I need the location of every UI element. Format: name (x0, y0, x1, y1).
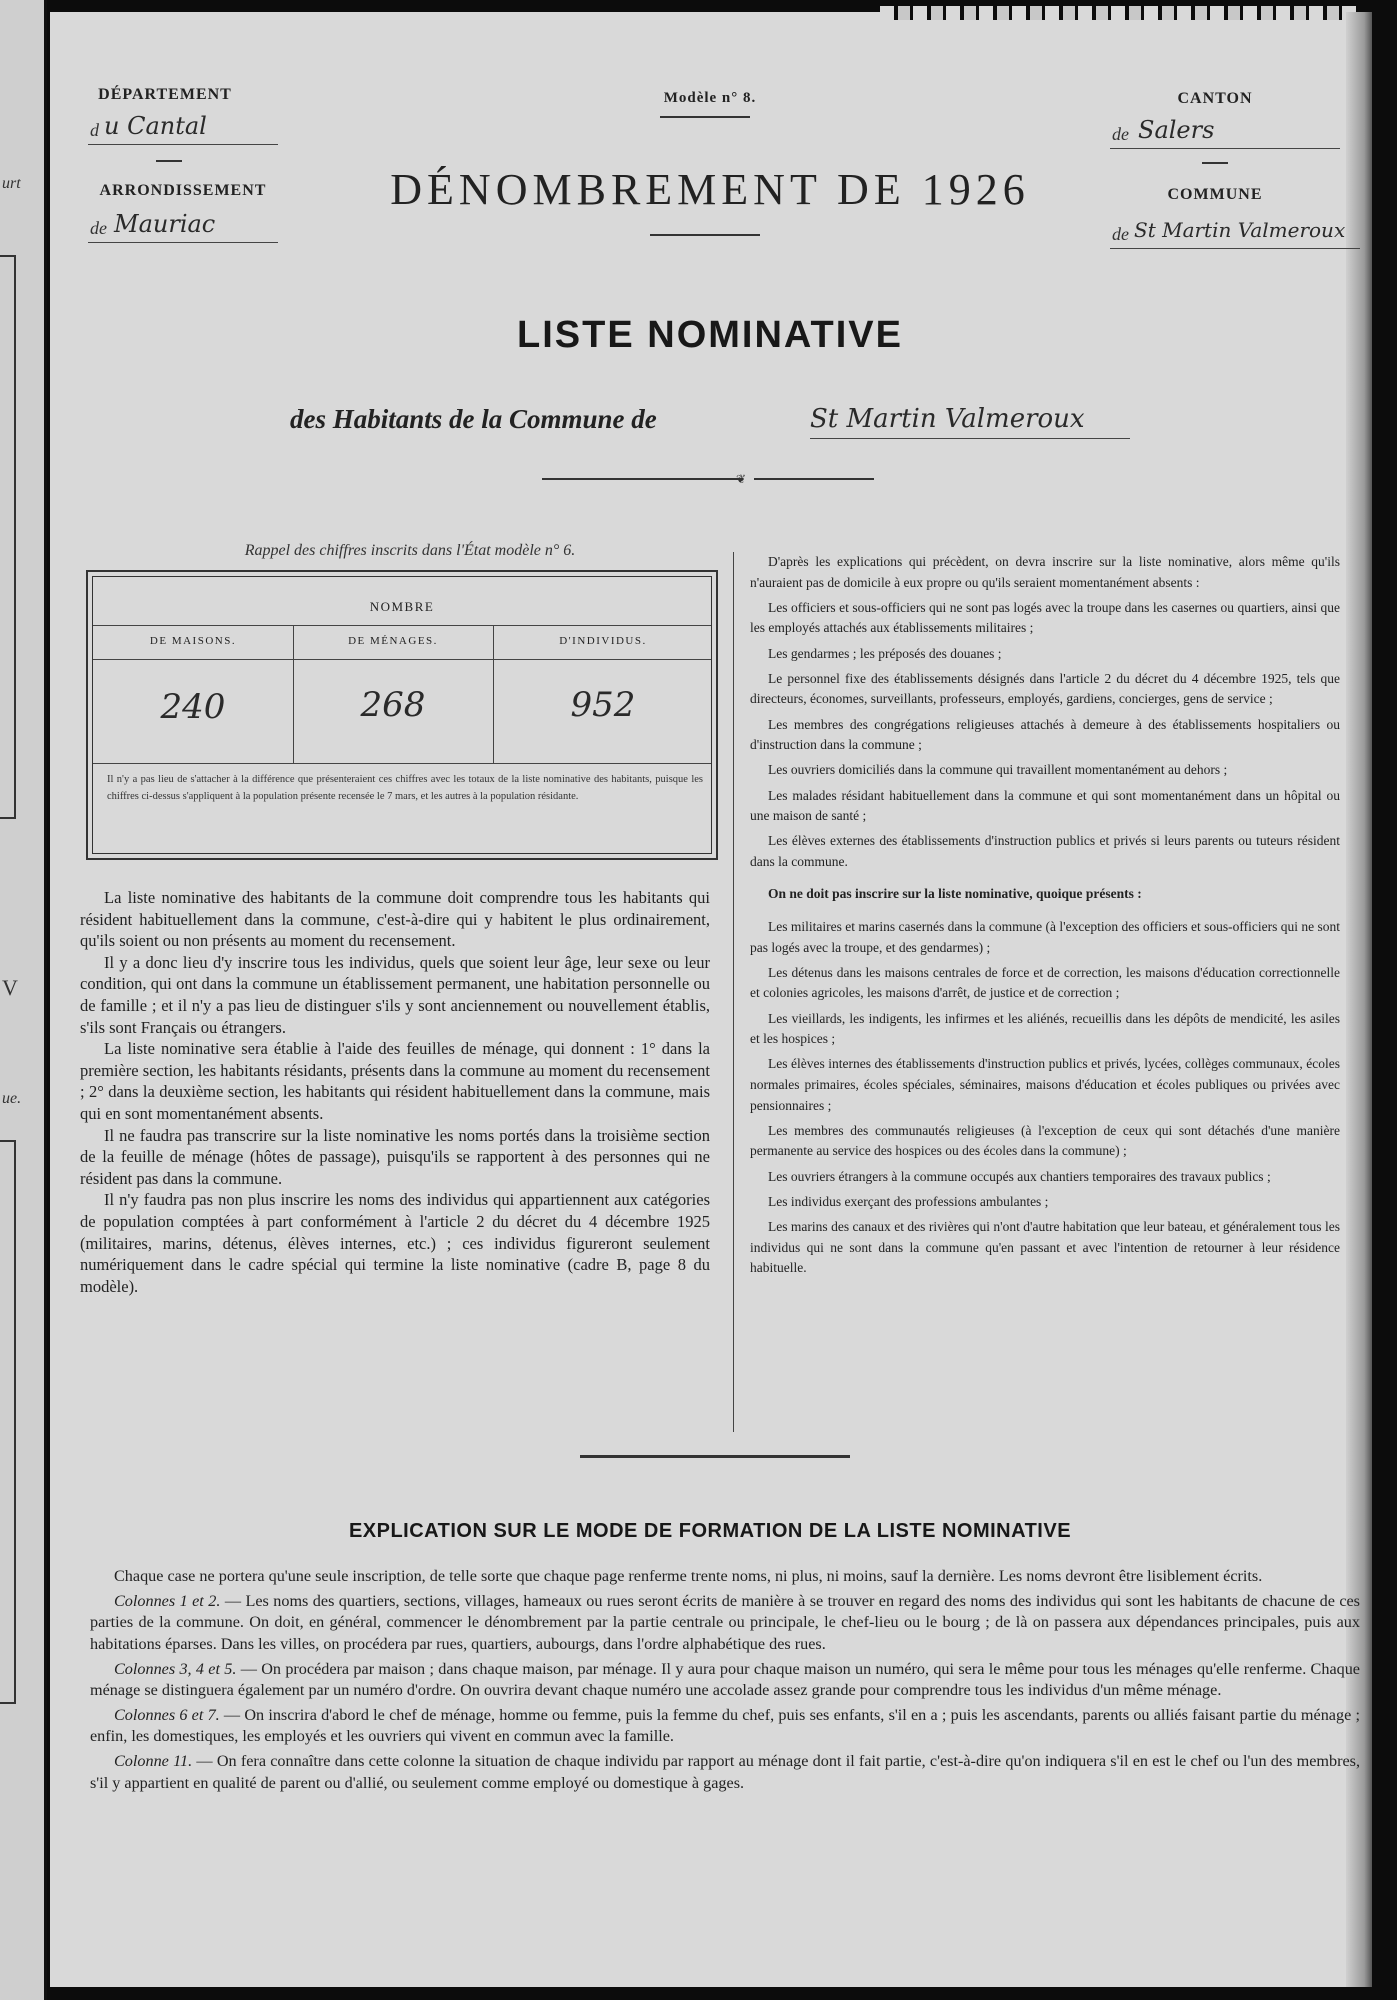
explication-lead: Colonnes 3, 4 et 5. (114, 1659, 237, 1678)
right-paragraph: Les gendarmes ; les préposés des douanes ; (768, 645, 1002, 661)
column-divider (733, 552, 734, 1432)
right-paragraph: Les ouvriers domiciliés dans la commune qui travaillent momentanément au dehors ; (768, 762, 1228, 778)
header-dash (156, 160, 182, 162)
explication-text: — On procédera par maison ; dans chaque maison, par ménage. Il y aura pour chaque maison un numéro, qui sera le même pour tous les ménages qu'elle renferme. Chaque ménage se distinguera également par un numéro d'ordre. On ouvrira devant chaque numéro une accolade assez grande pour comprendre tous les individus d'un même ménage. (90, 1659, 1360, 1700)
commune-value: St Martin Valmeroux (1134, 218, 1346, 242)
right-bold-heading: On ne doit pas inscrire sur la liste nominative, quoique présents : (768, 886, 1142, 902)
col-menages-header: DE MÉNAGES. (348, 635, 438, 647)
right-paragraph: Les détenus dans les maisons centrales de force et de correction, les maisons d'éducation correctionnelle et colonies agricoles, les maisons d'arrêt, de justice et de correction ; (750, 964, 1340, 1001)
left-paragraph: Il y a donc lieu d'y inscrire tous les individus, quels que soient leur âge, leur sexe ou leur condition, qui ont dans la commune un établissement permanent, une habitation personnelle ou de famille ; et il n'y a pas lieu de distinguer s'ils y sont anciennement ou nouvellement établis, s'ils sont Français ou étrangers. (80, 952, 710, 1037)
right-paragraph: Les membres des congrégations religieuses attachés à demeure à des établissements hospitaliers ou d'instruction dans la commune ; (750, 716, 1340, 753)
value-maisons: 240 (160, 687, 226, 727)
ornament-icon: ❦ (736, 472, 747, 486)
right-paragraph: Les élèves internes des établissements d'instruction publics et privés, lycées, collèges communaux, écoles normales primaires, écoles spéciales, séminaires, maisons d'éducation et écoles publiques ou privées avec pensionnaires ; (750, 1056, 1340, 1113)
nombre-header: NOMBRE (369, 599, 435, 614)
value-menages: 268 (360, 685, 426, 725)
explication-paragraph (90, 1591, 1360, 1656)
right-paragraph: Les élèves externes des établissements d'instruction publics et privés si leurs parents ou tuteurs résident dans la commune. (750, 833, 1340, 869)
rappel-caption: Rappel des chiffres inscrits dans l'État modèle n° 6. (244, 542, 576, 559)
explication-text: — On fera connaître dans cette colonne la situation de chaque individu par rapport au ménage dont il fait partie, c'est-à-dire qu'on indiquera s'il en est le chef ou l'un des membres, s'il y appartient en qualité de parent ou d'allié, ou seulement comme employé ou domestique à gages. (90, 1752, 1360, 1792)
commune-prefix: de (1112, 224, 1129, 244)
subtitle-handwritten: St Martin Valmeroux (810, 404, 1085, 434)
ornament-rule (542, 478, 742, 480)
arrondissement-value: Mauriac (114, 210, 216, 238)
adjacent-page-edge (0, 0, 47, 2000)
arrondissement-prefix: de (90, 218, 107, 238)
departement-prefix: d (90, 120, 99, 140)
ornament-rule (754, 478, 874, 480)
explication-lead: Colonnes 6 et 7. (114, 1705, 220, 1724)
arrondissement-label: ARRONDISSEMENT (99, 182, 267, 199)
explication-lead: Colonnes 1 et 2. (114, 1591, 221, 1610)
explication-paragraph (90, 1705, 1360, 1748)
col-individus-header: D'INDIVIDUS. (559, 635, 647, 647)
value-individus: 952 (570, 685, 636, 725)
right-paragraph: Les membres des communautés religieuses (à l'exception de ceux qui sont détachés d'une manière permanente au service des hospices ou des écoles dans la commune) ; (750, 1122, 1340, 1159)
summary-table-inner (92, 576, 712, 854)
left-body-text (80, 887, 710, 1297)
table-rule (93, 763, 711, 764)
canton-value: Salers (1138, 116, 1215, 144)
adjacent-page-fragment: V (2, 975, 18, 1000)
table-rule (93, 625, 711, 626)
departement-value: u Cantal (104, 112, 207, 140)
table-note: Il n'y a pas lieu de s'attacher à la différence que présenteraient ces chiffres avec les totaux de la liste nominative des habitants, puisque les chiffres ci-dessus s'appliquent à la population présente recensée le 7 mars, et les autres à la population résidante. (107, 774, 703, 802)
left-paragraph: Il n'y faudra pas non plus inscrire les noms des individus qui appartiennent aux catégories de population comptées à part conformément à l'article 2 du décret du 4 décembre 1925 (militaires, marins, détenus, élèves internes, etc.) ; ces individus figureront seulement numériquement dans le cadre spécial qui termine la liste nominative (cadre B, page 8 du modèle). (80, 1190, 710, 1296)
explication-text: — On inscrira d'abord le chef de ménage, homme ou femme, puis la femme du chef, puis ses enfants, s'il en a ; puis les ascendants, parents ou alliés faisant partie du ménage ; enfin, les domestiques, les employés et les ouvriers qui vivent en commun avec la famille. (90, 1705, 1360, 1746)
commune-field (1110, 216, 1360, 249)
left-paragraph: Il ne faudra pas transcrire sur la liste nominative les noms portés dans la troisième section de la feuille de ménage (hôtes de passage), puisqu'ils se rapportent à des personnes qui ne résident pas dans la commune. (80, 1125, 710, 1188)
explication-paragraph (90, 1659, 1360, 1702)
right-paragraph: D'après les explications qui précèdent, on devra inscrire sur la liste nominative, alors même qu'ils n'auraient pas de domicile à eux propre ou qu'ils seraient momentanément absents : (750, 554, 1340, 590)
census-form-page (50, 12, 1372, 1987)
explication-body (90, 1566, 1360, 1797)
explication-title: EXPLICATION SUR LE MODE DE FORMATION DE LA LISTE NOMINATIVE (348, 1520, 1072, 1542)
adjacent-page-fragment: ue. (2, 1090, 22, 1107)
explication-lead: Colonne 11. (114, 1752, 193, 1771)
canton-prefix: de (1112, 124, 1129, 144)
commune-label: COMMUNE (1167, 186, 1263, 203)
list-title: LISTE NOMINATIVE (517, 314, 903, 356)
col-maisons-header: DE MAISONS. (149, 635, 237, 647)
canton-label: CANTON (1177, 90, 1253, 107)
adjacent-page-fragment: urt (2, 175, 21, 192)
table-rule (93, 659, 711, 660)
right-paragraph: Les malades résidant habituellement dans la commune et qui sont momentanément dans un hôpital ou une maison de santé ; (750, 787, 1340, 824)
document-title: DÉNOMBREMENT DE 1926 (390, 165, 1030, 214)
adjacent-page-box (0, 255, 16, 819)
right-paragraph: Le personnel fixe des établissements désignés dans l'article 2 du décret du 4 décembre 1925, tels que directeurs, économes, surveillants, professeurs, employés, gardiens, concierges, gens de service ; (750, 670, 1340, 707)
summary-table (86, 570, 718, 860)
canton-field (1110, 118, 1340, 149)
explication-paragraph (90, 1751, 1360, 1794)
departement-field (88, 114, 278, 145)
adjacent-page-box (0, 1140, 16, 1704)
right-paragraph: Les individus exerçant des professions ambulantes ; (768, 1193, 1049, 1209)
subtitle-line (290, 402, 1190, 442)
right-paragraph: Les ouvriers étrangers à la commune occupés aux chantiers temporaires des travaux publics ; (768, 1168, 1271, 1184)
section-divider (580, 1455, 850, 1458)
modele-underline (660, 116, 750, 118)
subtitle-field (810, 402, 1130, 439)
arrondissement-field (88, 210, 278, 243)
right-paragraph: Les marins des canaux et des rivières qui n'ont d'autre habitation que leur bateau, et généralement tous les individus qui ne sont dans la commune qu'en passant et avec l'intention de retourner à leur résidence habituelle. (750, 1218, 1340, 1276)
subtitle-printed: des Habitants de la Commune de (290, 404, 657, 434)
departement-label: DÉPARTEMENT (98, 86, 232, 103)
left-paragraph: La liste nominative sera établie à l'aide des feuilles de ménage, qui donnent : 1° dans la première section, les habitants résidants, présents dans la commune au moment du recensement ; 2° dans la deuxième section, les habitants qui résident habituellement dans la commune, mais qui en sont momentanément absents. (80, 1039, 710, 1123)
left-paragraph: La liste nominative des habitants de la commune doit comprendre tous les habitants qui résident habituellement dans la commune, c'est-à-dire qui y habitent le plus ordinairement, qu'ils soient ou non présents au moment du recensement. (80, 888, 710, 951)
explication-intro: Chaque case ne portera qu'une seule inscription, de telle sorte que chaque page renferme trente noms, ni plus, ni moins, sauf la dernière. Les noms devront être lisiblement écrits. (114, 1567, 1263, 1585)
right-paragraph: Les officiers et sous-officiers qui ne sont pas logés avec la troupe dans les casernes ou quartiers, ainsi que les employés attachés aux établissements militaires ; (750, 599, 1340, 636)
right-paragraph: Les militaires et marins casernés dans la commune (à l'exception des officiers et sous-officiers qui ne sont pas logés avec la troupe, et des gendarmes) ; (750, 919, 1340, 955)
right-body-text (750, 552, 1340, 1283)
title-rule (650, 234, 760, 236)
right-paragraph: Les vieillards, les indigents, les infirmes et les aliénés, recueillis dans les dépôts de mendicité, les asiles et les hospices ; (750, 1010, 1340, 1047)
torn-top-edge (880, 6, 1360, 20)
modele-number: Modèle n° 8. (663, 90, 757, 106)
header-dash (1202, 162, 1228, 164)
explication-text: — Les noms des quartiers, sections, villages, hameaux ou rues seront écrits de manière à se trouver en regard des noms des individus qui sont les habitants de chacune de ces parties de la commune. On doit, en général, commencer le dénombrement par la partie centrale ou principale, le chef-lieu ou le bourg ; de là on passera aux dépendances principales, puis aux habitations éparses. Dans les villes, on procédera par rues, quartiers, aubourgs, dans l'ordre alphabétique des rues. (90, 1591, 1360, 1653)
